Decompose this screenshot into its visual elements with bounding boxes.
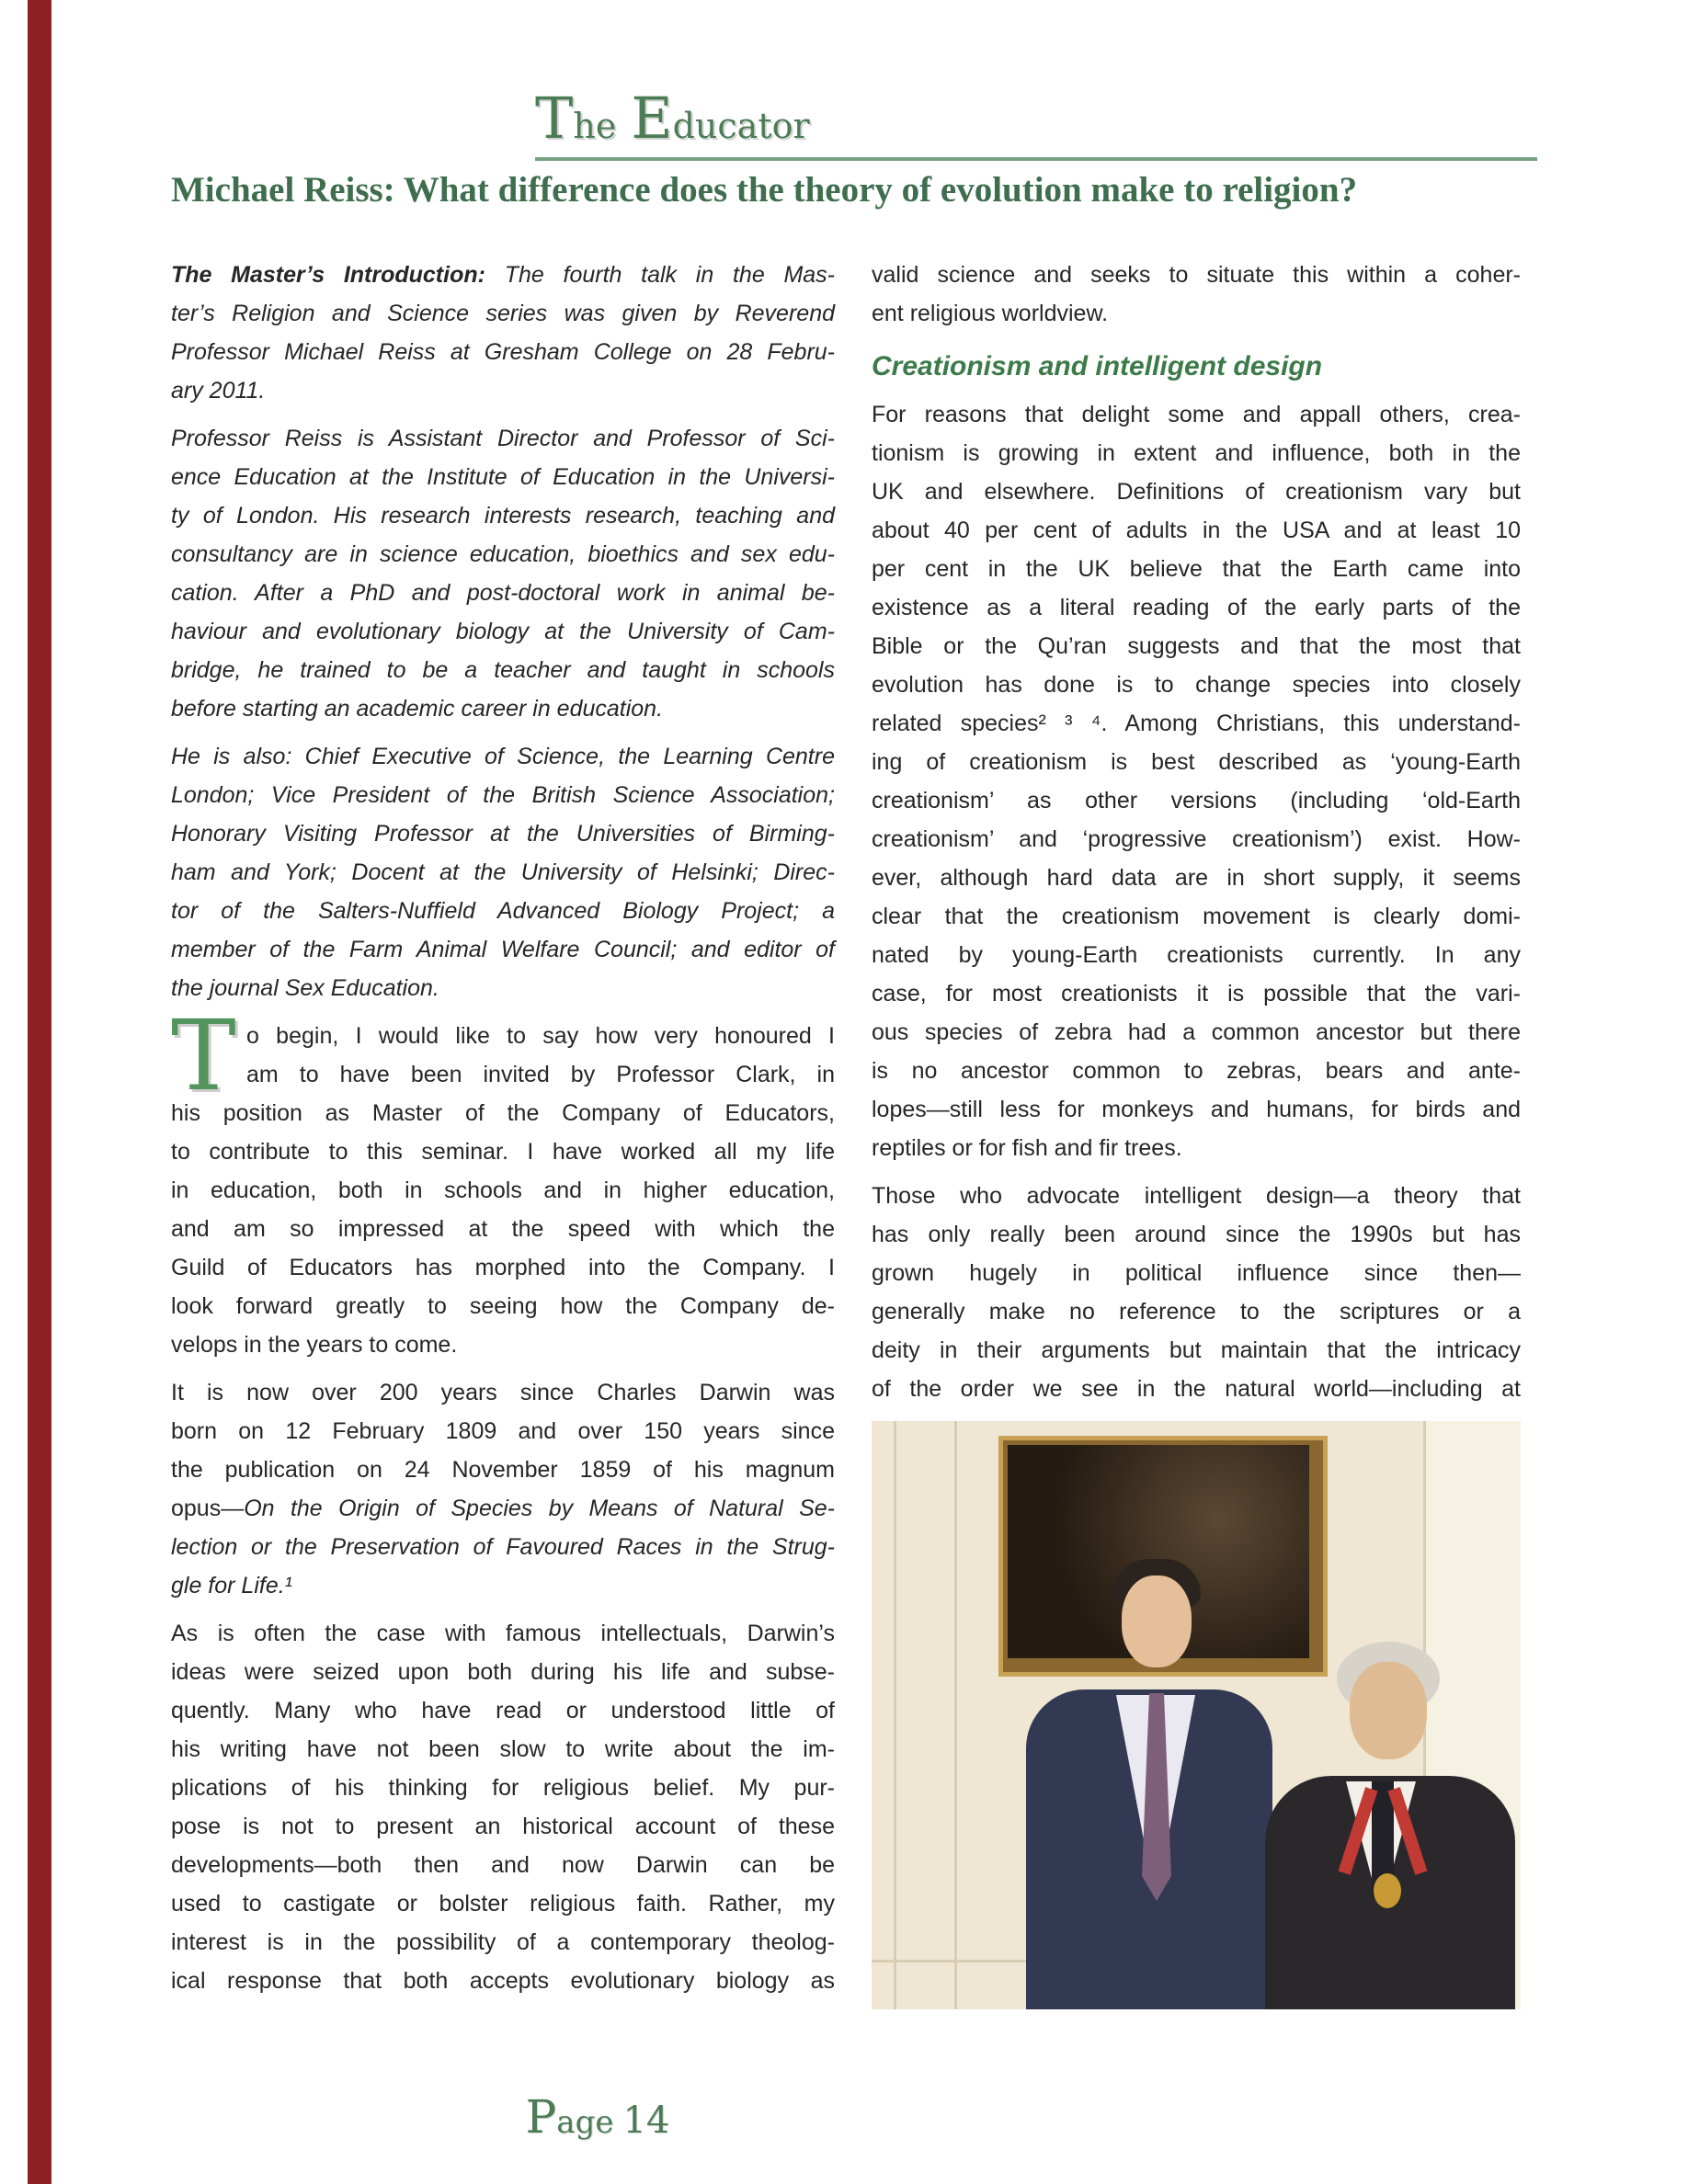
paragraph xyxy=(171,737,835,1007)
text-line: born on 12 February 1809 and over 150 years since xyxy=(171,1418,835,1444)
text-line: lection or the Preservation of Favoured Races in the Strug- xyxy=(171,1534,835,1560)
text-line: ideas were seized upon both during his life and subse- xyxy=(171,1659,835,1685)
text-line: pose is not to present an historical account of these xyxy=(171,1814,835,1839)
text-line: related species² ³ ⁴. Among Christians, this understand- xyxy=(872,711,1521,736)
text-line: the publication on 24 November 1859 of his magnum xyxy=(171,1457,835,1483)
paragraph xyxy=(171,999,835,1364)
photo-man-left-face xyxy=(1122,1575,1192,1667)
text-line: London; Vice President of the British Science Association; xyxy=(171,782,835,808)
text-line: lopes—still less for monkeys and humans, for birds and xyxy=(872,1097,1521,1122)
text-line: about 40 per cent of adults in the USA and at least 10 xyxy=(872,518,1521,543)
text-line: in education, both in schools and in higher education, xyxy=(171,1177,835,1203)
text-line: cation. After a PhD and post-doctoral work in animal be- xyxy=(171,580,835,606)
text-line: developments—both then and now Darwin can be xyxy=(171,1852,835,1878)
text-line: creationism’ and ‘progressive creationism’) exist. How- xyxy=(872,826,1521,852)
text-line: his position as Master of the Company of Educators, xyxy=(171,1100,835,1126)
paragraph xyxy=(872,395,1521,1167)
text-line: Honorary Visiting Professor at the Universities of Birming- xyxy=(171,821,835,847)
text-line: creationism’ as other versions (including ‘old-Earth xyxy=(872,788,1521,813)
text-line: For reasons that delight some and appall others, crea- xyxy=(872,402,1521,427)
text-line: The Master’s Introduction: The fourth talk in the Mas- xyxy=(171,262,836,288)
article-title: Michael Reiss: What difference does the theory of evolution make to religion? xyxy=(171,170,1358,210)
paragraph xyxy=(171,1373,835,1605)
text-line: haviour and evolutionary biology at the University of Cam- xyxy=(171,619,835,644)
paragraph xyxy=(171,419,835,728)
text-line: ical response that both accepts evolutionary biology as xyxy=(171,1968,835,1994)
text-line: interest is in the possibility of a contemporary theolog- xyxy=(171,1929,835,1955)
text-line: ent religious worldview. xyxy=(872,301,1109,326)
text-line: before starting an academic career in education. xyxy=(171,696,664,722)
text-line: per cent in the UK believe that the Earth came into xyxy=(872,556,1521,582)
text-line: bridge, he trained to be a teacher and taught in schools xyxy=(171,657,835,683)
page-number-word: P age xyxy=(525,2090,614,2144)
masthead-rule xyxy=(535,157,1537,161)
text-line: UK and elsewhere. Definitions of creationism vary but xyxy=(872,479,1521,505)
text-line: Professor Reiss is Assistant Director and Professor of Sci- xyxy=(171,426,835,451)
text-line: look forward greatly to seeing how the Company de- xyxy=(171,1293,835,1319)
text-line: has only really been around since the 1990s but has xyxy=(872,1222,1521,1247)
text-line: deity in their arguments but maintain that the intricacy xyxy=(872,1337,1521,1363)
text-line: grown hugely in political influence since then— xyxy=(872,1260,1521,1286)
photo-panel-line xyxy=(894,1421,896,2009)
text-line: Bible or the Qu’ran suggests and that the most that xyxy=(872,633,1521,659)
text-line: member of the Farm Animal Welfare Council; and editor of xyxy=(171,937,835,962)
drop-cap: T xyxy=(171,999,236,1112)
text-line: the journal Sex Education. xyxy=(171,975,439,1001)
text-line: ous species of zebra had a common ancestor but there xyxy=(872,1019,1521,1045)
text-line: consultancy are in science education, bioethics and sex edu- xyxy=(171,541,835,567)
text-line: of the order we see in the natural world—including at xyxy=(872,1376,1521,1402)
text-line: quently. Many who have read or understood little of xyxy=(171,1698,835,1723)
text-line: velops in the years to come. xyxy=(171,1332,458,1358)
photo-man-right-face xyxy=(1350,1662,1427,1759)
photo-medal xyxy=(1374,1873,1401,1908)
text-line: He is also: Chief Executive of Science, the Learning Centre xyxy=(171,744,835,769)
text-line: generally make no reference to the scriptures or a xyxy=(872,1299,1521,1325)
section-heading xyxy=(872,347,1521,386)
paragraph xyxy=(872,1177,1521,1408)
logo-word: T he xyxy=(535,85,617,152)
paragraph xyxy=(171,256,835,410)
text-line: plications of his thinking for religious belief. My pur- xyxy=(171,1775,835,1801)
text-line: case, for most creationists it is possible that the vari- xyxy=(872,981,1521,1007)
text-line: tionism is growing in extent and influence, both in the xyxy=(872,440,1521,466)
paragraph xyxy=(171,1614,835,2000)
text-line: reptiles or for fish and fir trees. xyxy=(872,1135,1182,1161)
masthead-logo xyxy=(535,85,810,152)
text-line: existence as a literal reading of the early parts of the xyxy=(872,595,1521,620)
logo-word: E ducator xyxy=(631,85,810,152)
text-line: clear that the creationism movement is clearly domi- xyxy=(872,904,1521,929)
paragraph xyxy=(872,256,1521,333)
text-line: As is often the case with famous intellectuals, Darwin’s xyxy=(171,1621,835,1646)
text-line: ence Education at the Institute of Education in the Universi- xyxy=(171,464,835,490)
text-line: ty of London. His research interests research, teaching and xyxy=(171,503,835,529)
text-line: opus—On the Origin of Species by Means of Natural Se- xyxy=(171,1496,835,1521)
text-line: tor of the Salters-Nuffield Advanced Biology Project; a xyxy=(171,898,835,924)
text-line: ham and York; Docent at the University of Helsinki; Direc- xyxy=(171,859,835,885)
text-line: and am so impressed at the speed with which the xyxy=(171,1216,835,1242)
text-line: ter’s Religion and Science series was given by Reverend xyxy=(171,301,835,326)
photo-panel-line xyxy=(954,1421,957,2009)
text-line: valid science and seeks to situate this within a coher- xyxy=(872,262,1521,288)
text-line: am to have been invited by Professor Clark, in xyxy=(246,1062,835,1087)
text-line: It is now over 200 years since Charles Darwin was xyxy=(171,1380,835,1405)
text-line: to contribute to this seminar. I have worked all my life xyxy=(171,1139,835,1165)
text-line: ary 2011. xyxy=(171,378,266,404)
text-line: Guild of Educators has morphed into the Company. I xyxy=(171,1255,835,1280)
text-line: Professor Michael Reiss at Gresham College on 28 Febru- xyxy=(171,339,835,365)
page-number-word: 14 xyxy=(622,2099,670,2142)
text-line: gle for Life.¹ xyxy=(171,1573,293,1598)
column-right xyxy=(872,256,1521,2009)
text-line: evolution has done is to change species into closely xyxy=(872,672,1521,698)
column-left xyxy=(171,256,835,2000)
text-line: is no ancestor common to zebras, bears and ante- xyxy=(872,1058,1521,1084)
text-line: nated by young-Earth creationists currently. In any xyxy=(872,942,1521,968)
spine-stripe xyxy=(28,0,51,2184)
text-line: o begin, I would like to say how very honoured I xyxy=(246,1023,835,1049)
text-line: his writing have not been slow to write about the im- xyxy=(171,1736,835,1762)
text-line: used to castigate or bolster religious faith. Rather, my xyxy=(171,1891,835,1917)
text-line: ever, although hard data are in short supply, it seems xyxy=(872,865,1521,891)
text-line: Creationism and intelligent design xyxy=(872,351,1323,381)
text-line: ing of creationism is best described as ‘young-Earth xyxy=(872,749,1521,775)
page-number xyxy=(487,2090,708,2144)
text-line: Those who advocate intelligent design—a theory that xyxy=(872,1183,1521,1209)
article-photo xyxy=(872,1421,1521,2009)
